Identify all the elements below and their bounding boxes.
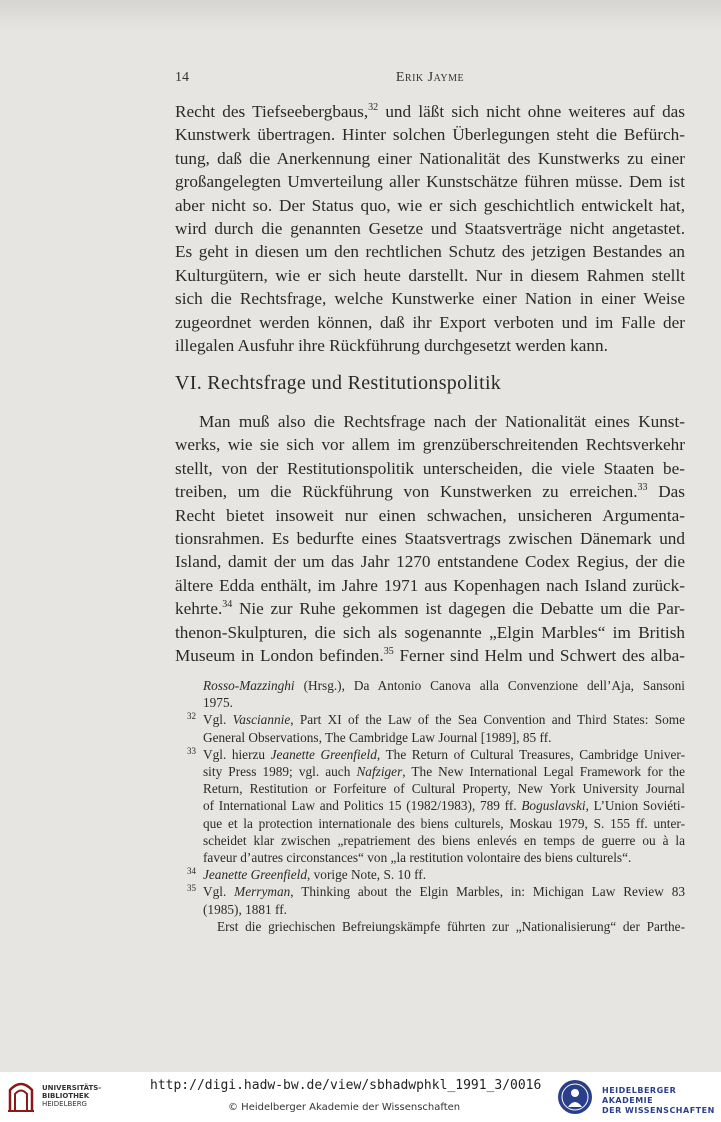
running-header xyxy=(175,70,685,90)
footnote-ref-34[interactable]: 34 xyxy=(222,599,233,611)
text-line: aber nicht so. Der Status quo, wie er sich geschichtlich entwickelt hat, xyxy=(175,195,685,215)
text-line: sich die Rechtsfrage, welche Kunstwerke einer Nation in einer Weise xyxy=(175,289,685,309)
viewer-footer xyxy=(0,1072,721,1122)
academy-name: HEIDELBERGER AKADEMIE DER WISSENSCHAFTEN xyxy=(602,1086,715,1115)
text-line: Kulturgütern, wie er sich heute darstellt. Nur in diesem Rahmen stellt xyxy=(175,265,685,285)
text-line: tung, daß die Anerkennung einer Nationalität des Kunstwerks zu einer xyxy=(175,148,685,168)
copyright-notice: © Heidelberger Akademie der Wissenschaften xyxy=(228,1102,461,1113)
footnote-32: 32 Vgl. Vasciannie, Part XI of the Law of the Sea Convention and Third States: Some General Observations, The Cambridge Law Journal [1989], 85 ff. xyxy=(187,711,685,745)
text-line: ältere Edda enthält, im Jahre 1971 aus Kopenhagen nach Island zurück- xyxy=(175,575,685,595)
text-line: werks, wie sie sich vor allem im grenzüberschreitenden Rechtsverkehr xyxy=(175,435,685,455)
text-line: Recht bietet insoweit nur einen schwachen, unsicheren Argumenta- xyxy=(175,505,685,525)
footnote-ref-32[interactable]: 32 xyxy=(368,102,379,113)
footnote-continued: Rosso-Mazzinghi (Hrsg.), Da Antonio Canova alla Convenzione dell’Aja, Sansoni 1975. xyxy=(203,678,685,711)
running-head-author: Erik Jayme xyxy=(395,70,465,85)
library-name: UNIVERSITÄTS- BIBLIOTHEK HEIDELBERG xyxy=(42,1084,102,1108)
paragraph-2 xyxy=(175,410,685,667)
text-line: Man muß also die Rechtsfrage nach der Nationalität eines Kunst- xyxy=(199,412,685,431)
text-line: kehrte.$^{34}$ Nie zur Ruhe gekommen ist dagegen die Debatte um die Par- xyxy=(175,599,685,619)
text-line: Recht des Tiefseebergbaus,$^{32}$ und läßt sich nicht ohne weiteres auf das xyxy=(175,102,685,121)
footnote-trailing-text: Erst die griechischen Befreiungskämpfe führten zur „Nationalisierung“ der Parthe- xyxy=(217,918,685,934)
footnote-35: 35 Vgl. Merryman, Thinking about the Elgin Marbles, in: Michigan Law Review 83 (1985), 1881 ff. xyxy=(187,883,685,917)
page-number: 14 xyxy=(175,70,189,85)
text-line: stellt, von der Restitutionspolitik unterscheiden, die viele Staaten be- xyxy=(175,458,685,478)
text-line: zugeordnet werden können, daß ihr Export verboten und im Falle der xyxy=(175,312,685,332)
text-line: illegalen Ausfuhr ihre Rückführung durchgesetzt werden kann. xyxy=(175,336,608,356)
text-line: Kunstwerk übertragen. Hinter solchen Überlegungen steht die Befürch- xyxy=(175,125,685,145)
section-heading: VI. Rechtsfrage und Restitutionspolitik xyxy=(175,372,502,394)
footnotes xyxy=(175,677,685,935)
footnote-ref-35[interactable]: 35 xyxy=(383,646,394,658)
footnote-33: 33 Vgl. hierzu Jeanette Greenfield, The Return of Cultural Treasures, Cambridge Univer- sity Press 1989; vgl. auch Nafziger, The New International Legal Framework for the Return, Restitution or Forfeiture of Cultural Property, New York University Journal of International Law and Politics 15 (1982/1983), 789 ff. Boguslavski, L’Union Soviéti- que et la protection internationale des biens culturels, Moskau 1979, S. 155 ff. unter- scheidet klar zwischen „repatriement des biens enlevés en temps de guerre ou à la faveur d’autres circonstances“ von „la restitution volontaire des biens culturels“. xyxy=(187,745,685,866)
footnote-34: 34 Jeanette Greenfield, vorige Note, S. 10 ff. xyxy=(187,866,427,883)
page-shadow xyxy=(0,0,721,30)
text-line: Es geht in diesen um den rechtlichen Schutz des jetzigen Bestandes an xyxy=(175,242,685,262)
text-line: Island, damit der um das Jahr 1270 entstandene Codex Regius, der die xyxy=(175,552,685,572)
text-line: Museum in London befinden.$^{35}$ Ferner sind Helm und Schwert des alba- xyxy=(175,646,686,666)
paragraph-1 xyxy=(175,100,685,357)
academy-seal-icon[interactable] xyxy=(556,1077,594,1117)
text-line: wird durch die genannten Gesetze und Staatsverträge nicht angetastet. xyxy=(175,219,685,239)
permalink-url[interactable]: http://digi.hadw-bw.de/view/sbhadwphkl_1991_3/0016 xyxy=(150,1078,542,1093)
text-line: tionsrahmen. Es bedurfte eines Staatsvertrags zwischen Dänemark und xyxy=(175,529,685,549)
text-line: treiben, um die Rückführung von Kunstwerken zu erreichen.$^{33}$ Das xyxy=(175,482,685,502)
footnote-ref-33[interactable]: 33 xyxy=(637,482,648,494)
text-line: thenon-Skulpturen, die sich als sogenannte „Elgin Marbles“ im British xyxy=(175,622,685,642)
text-line: großangelegten Umverteilung aller Kunstschätze führen müsse. Dem ist xyxy=(175,172,685,192)
university-library-logo-icon[interactable] xyxy=(6,1080,36,1114)
